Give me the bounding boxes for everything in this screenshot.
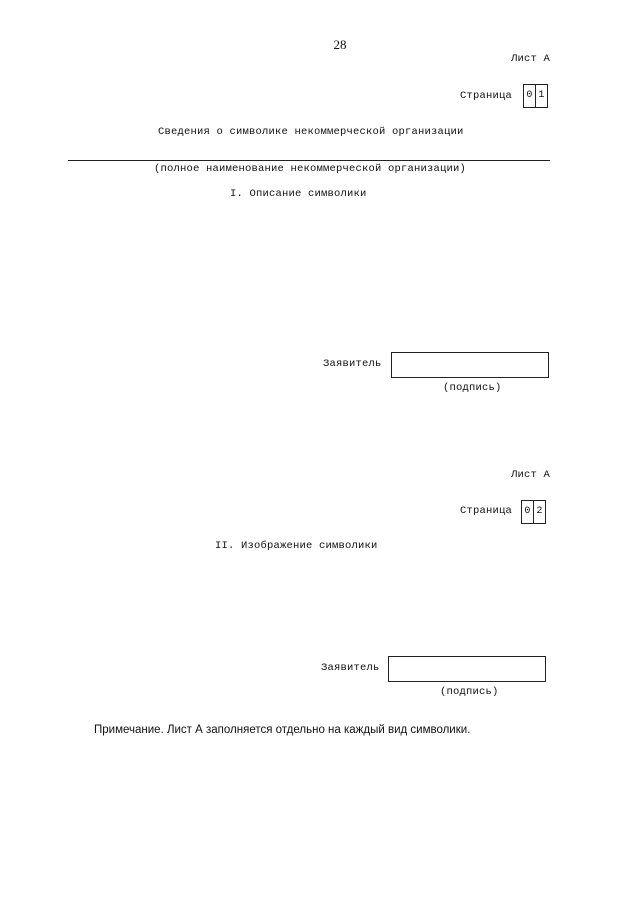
signature-caption: (подпись): [440, 686, 499, 698]
sheet-label: Лист А: [511, 469, 551, 481]
form-title: Сведения о символике некоммерческой организации: [158, 126, 464, 138]
page-label: Страница: [460, 505, 513, 517]
organization-name-caption: (полное наименование некоммерческой организации): [154, 163, 467, 175]
section-title-image: II. Изображение символики: [215, 540, 378, 552]
page-digit: 2: [533, 501, 545, 523]
page-digit: 0: [524, 506, 531, 517]
applicant-label: Заявитель: [323, 358, 382, 370]
sheet-label: Лист А: [511, 53, 551, 65]
page-digit: 0: [526, 90, 533, 101]
page-number-box: [521, 500, 546, 524]
section-title-description: I. Описание символики: [230, 188, 367, 200]
page-number: 28: [333, 37, 347, 52]
signature-field[interactable]: [391, 352, 549, 378]
organization-name-line: [68, 160, 550, 161]
footnote: Примечание. Лист А заполняется отдельно на каждый вид символики.: [94, 724, 471, 736]
page-digit: 1: [535, 85, 547, 107]
signature-field[interactable]: [388, 656, 546, 682]
page-number-box: [523, 84, 548, 108]
signature-caption: (подпись): [443, 382, 502, 394]
page-label: Страница: [460, 90, 513, 102]
applicant-label: Заявитель: [321, 662, 380, 674]
